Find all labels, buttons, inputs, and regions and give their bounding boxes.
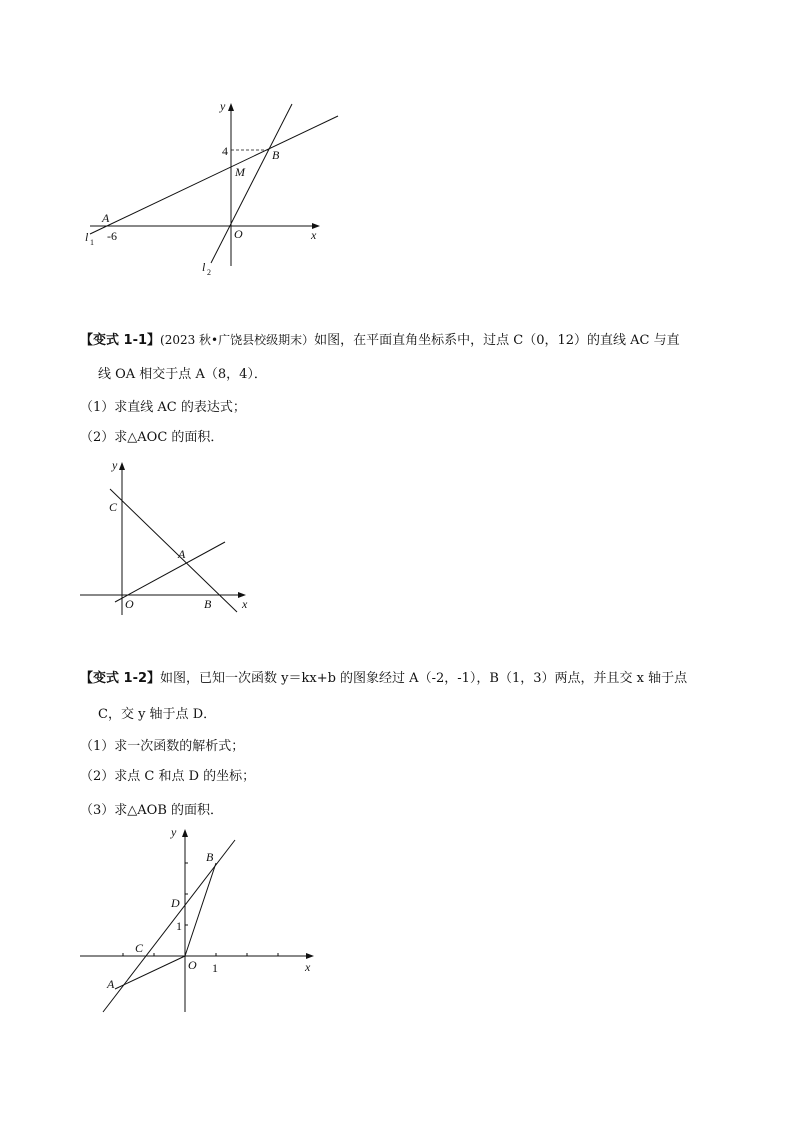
exercise-1-2-question-1: （1）求一次函数的解析式； <box>80 739 245 754</box>
line-OA <box>115 542 225 602</box>
exercise-1-1-source: (2023 秋•广饶县校级期末） <box>160 333 315 347</box>
label-M: M <box>235 165 245 179</box>
segment-OB <box>185 863 216 956</box>
label-A: A <box>178 547 186 561</box>
y-axis-arrow-icon <box>119 462 125 470</box>
exercise-1-1-line-2: 线 OA 相交于点 A（8，4）． <box>98 367 267 382</box>
exercise-1-1-question-1: （1）求直线 AC 的表达式； <box>80 400 246 415</box>
label-l1: l <box>85 230 89 244</box>
label-1-x: 1 <box>212 961 218 975</box>
exercise-1-2-line-1 <box>80 670 687 688</box>
figure-2-graph <box>75 455 260 620</box>
label-l1-sub: 1 <box>90 238 94 247</box>
label-l2: l <box>202 260 206 274</box>
label-C: C <box>135 941 144 955</box>
figure-1-graph <box>80 95 350 285</box>
label-B: B <box>206 850 214 864</box>
exercise-1-2-tag: 【变式 1-2】 <box>80 671 161 686</box>
exercise-1-2-question-2: （2）求点 C 和点 D 的坐标； <box>80 769 256 784</box>
label-neg6: -6 <box>107 229 117 243</box>
exercise-1-1-text-1: 如图，在平面直角坐标系中，过点 C（0，12）的直线 AC 与直 <box>314 333 680 348</box>
segment-OA <box>115 956 185 989</box>
label-x: x <box>311 228 317 242</box>
label-1-y: 1 <box>176 919 182 933</box>
exercise-1-1-tag: 【变式 1-1】 <box>80 333 161 348</box>
figure-3-graph <box>75 822 325 1017</box>
line-l1 <box>90 116 338 234</box>
label-y: y <box>171 825 177 839</box>
label-l2-sub: 2 <box>207 268 211 277</box>
y-axis-arrow-icon <box>228 103 234 111</box>
label-B: B <box>272 148 280 162</box>
label-O: O <box>188 958 197 972</box>
label-A: A <box>107 977 115 991</box>
exercise-1-1-question-2: （2）求△AOC 的面积． <box>80 430 224 445</box>
exercise-1-1-line-1 <box>80 331 680 350</box>
label-O: O <box>125 597 134 611</box>
exercise-1-2-line-2: C，交 y 轴于点 D． <box>98 707 217 722</box>
label-B: B <box>204 597 212 611</box>
exercise-1-2-text-1: 如图，已知一次函数 y＝kx+b 的图象经过 A（-2，-1），B（1，3）两点，并且交 x 轴于点 <box>160 671 688 686</box>
label-O: O <box>234 227 243 241</box>
line-CB <box>110 489 237 612</box>
label-4: 4 <box>222 144 228 158</box>
label-y: y <box>220 99 226 113</box>
label-C: C <box>109 500 118 514</box>
label-A: A <box>102 211 110 225</box>
line-l2 <box>211 104 292 263</box>
label-x: x <box>242 597 248 611</box>
x-axis-arrow-icon <box>306 953 314 959</box>
label-D: D <box>171 896 180 910</box>
label-x: x <box>305 960 311 974</box>
exercise-1-2-question-3: （3）求△AOB 的面积． <box>80 803 224 818</box>
y-axis-arrow-icon <box>182 829 188 837</box>
label-y: y <box>112 458 118 472</box>
